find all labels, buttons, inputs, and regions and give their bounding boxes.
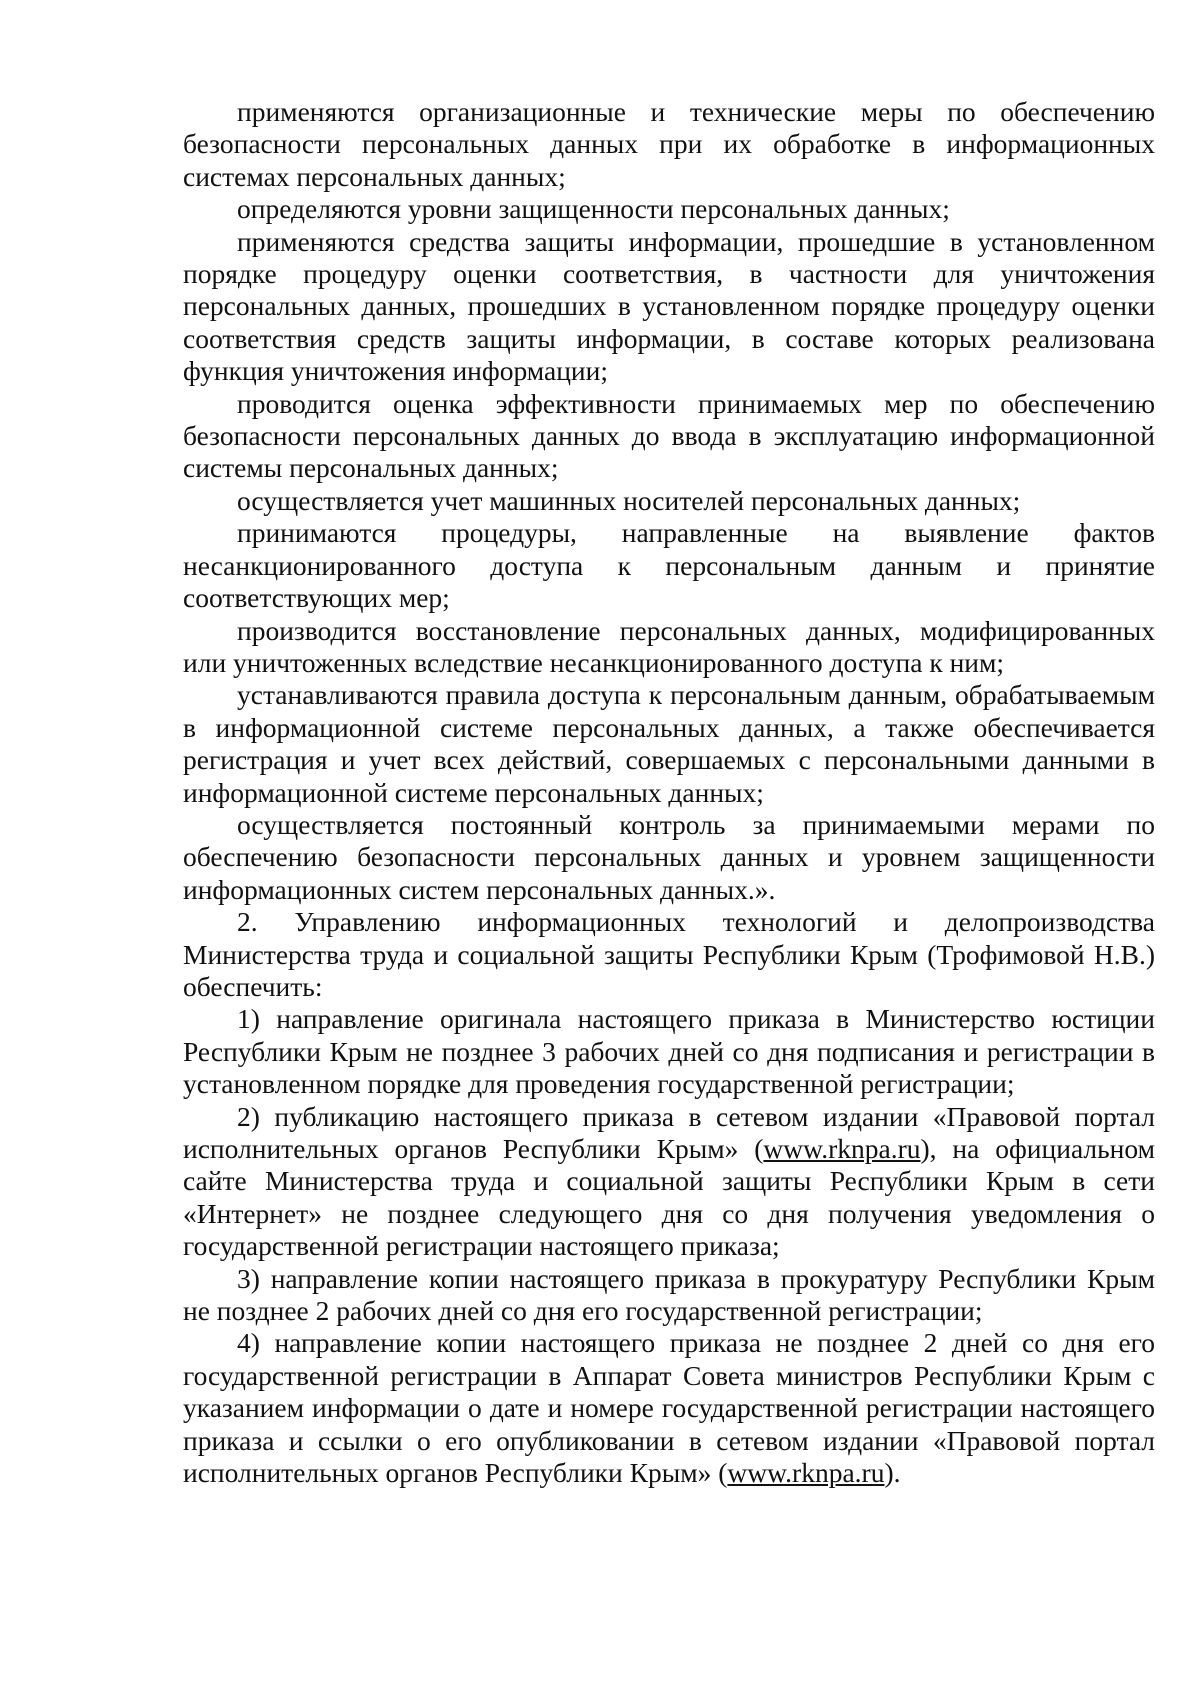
subitem-2-text-after: ), на официальном сайте Министерства труда и социальной защиты Республики Крым в сети «Интернет» не позднее следующего дня со дня получения уведомления о государственной регистрации настоящего приказа; bbox=[183, 1133, 1155, 1262]
subitem-4-text-after: ). bbox=[884, 1457, 901, 1489]
subitem-2-text-before: 2) публикацию настоящего приказа в сетевом издании «Правовой портал исполнительных органов Республики Крым» ( bbox=[183, 1100, 1155, 1164]
subitem-3: 3) направление копии настоящего приказа в прокуратуру Республики Крым не позднее 2 рабочих дней со дня его государственной регистрации; bbox=[183, 1262, 1155, 1327]
paragraph: производится восстановление персональных данных, модифицированных или уничтоженных вследствие несанкционированного доступа к ним; bbox=[183, 614, 1155, 678]
paragraph: определяются уровни защищенности персональных данных; bbox=[237, 193, 950, 225]
rknpa-link[interactable]: www.rknpa.ru bbox=[763, 1133, 921, 1164]
subitem-4 bbox=[183, 1327, 1155, 1489]
subitem-4-text-before: 4) направление копии настоящего приказа не позднее 2 дней со дня его государственной регистрации в Аппарат Совета министров Республики Крым с указанием информации о дате и номере государственной регистрации настоящего приказа и ссылки о его опубликовании в сетевом издании «Правовой портал исполнительных органов Республики Крым» ( bbox=[183, 1327, 1155, 1489]
paragraph: осуществляется постоянный контроль за принимаемыми мерами по обеспечению безопасности персональных данных и уровнем защищенности информационных систем персональных данных.». bbox=[183, 808, 1155, 905]
subitem-1: 1) направление оригинала настоящего приказа в Министерство юстиции Республики Крым не позднее 3 рабочих дней со дня подписания и регистрации в установленном порядке для проведения государственной регистрации; bbox=[183, 1003, 1155, 1100]
rknpa-link[interactable]: www.rknpa.ru bbox=[727, 1457, 885, 1489]
paragraph: принимаются процедуры, направленные на выявление фактов несанкционированного доступа к персональным данным и принятие соответствующих мер; bbox=[183, 517, 1155, 614]
paragraph-item-2: 2. Управлению информационных технологий и делопроизводства Министерства труда и социальной защиты Республики Крым (Трофимовой Н.В.) обеспечить: bbox=[183, 906, 1155, 1002]
paragraph: проводится оценка эффективности принимаемых мер по обеспечению безопасности персональных данных до ввода в эксплуатацию информационной системы персональных данных; bbox=[183, 387, 1155, 484]
paragraph: применяются организационные и технические меры по обеспечению безопасности персональных данных при их обработке в информационных системах персональных данных; bbox=[183, 96, 1155, 192]
paragraph: применяются средства защиты информации, прошедшие в установленном порядке процедуру оценки соответствия, в частности для уничтожения персональных данных, прошедших в установленном порядке процедуру оценки соответствия средств защиты информации, в составе которых реализована функция уничтожения информации; bbox=[183, 225, 1155, 387]
paragraph: осуществляется учет машинных носителей персональных данных; bbox=[237, 484, 1021, 516]
document-body bbox=[183, 96, 1155, 1489]
paragraph: устанавливаются правила доступа к персональным данным, обрабатываемым в информационной системе персональных данных, а также обеспечивается регистрация и учет всех действий, совершаемых с персональными данными в информационной системе персональных данных; bbox=[183, 679, 1155, 808]
subitem-2 bbox=[183, 1101, 1155, 1263]
